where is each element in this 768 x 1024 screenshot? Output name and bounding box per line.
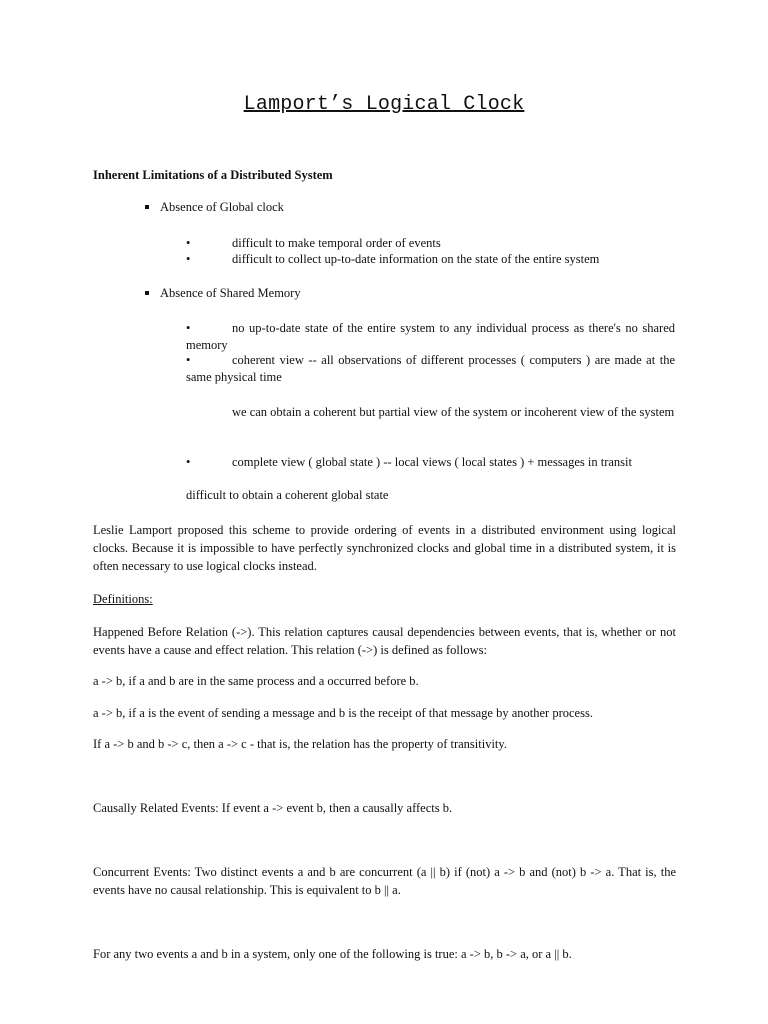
sub-note: difficult to obtain a coherent global state bbox=[186, 488, 389, 502]
sub-note: we can obtain a coherent but partial view of the system or incoherent view of the system bbox=[232, 405, 675, 419]
happened-before-paragraph: Happened Before Relation (->). This relation captures causal dependencies between events, that is, whether or not events have a cause and effect relation. This relation (->) is defined as follows: bbox=[93, 625, 676, 657]
list-item: • difficult to make temporal order of events bbox=[186, 236, 441, 250]
square-bullet-icon bbox=[145, 205, 149, 209]
bullet-shared-memory bbox=[145, 285, 301, 302]
section-heading: Inherent Limitations of a Distributed System bbox=[93, 168, 333, 182]
bullet-dot-icon: • bbox=[186, 321, 191, 335]
bullet-dot-icon: • bbox=[186, 236, 191, 250]
list-item: • no up-to-date state of the entire system to any individual process as there's no shared memory bbox=[186, 321, 675, 352]
bullet-dot-icon: • bbox=[186, 252, 191, 266]
page-title: Lamport’s Logical Clock bbox=[243, 93, 525, 116]
bullet-label: Absence of Global clock bbox=[160, 200, 284, 214]
list-item: • coherent view -- all observations of different processes ( computers ) are made at the same physical time bbox=[186, 353, 675, 384]
list-item: • complete view ( global state ) -- local views ( local states ) + messages in transit bbox=[186, 455, 632, 469]
causally-related-paragraph: Causally Related Events: If event a -> event b, then a causally affects b. bbox=[93, 801, 453, 815]
bullet-global-clock bbox=[145, 199, 284, 216]
list-item: • difficult to collect up-to-date information on the state of the entire system bbox=[186, 252, 600, 266]
rule-message: a -> b, if a is the event of sending a message and b is the receipt of that message by another process. bbox=[93, 706, 593, 720]
bullet-dot-icon: • bbox=[186, 353, 191, 367]
definitions-heading: Definitions: bbox=[93, 592, 153, 606]
any-two-events-paragraph: For any two events a and b in a system, only one of the following is true: a -> b, b -> a, or a || b. bbox=[93, 947, 572, 961]
square-bullet-icon bbox=[145, 291, 149, 295]
rule-same-process: a -> b, if a and b are in the same process and a occurred before b. bbox=[93, 674, 419, 688]
rule-transitivity: If a -> b and b -> c, then a -> c - that is, the relation has the property of transitivity. bbox=[93, 737, 507, 751]
bullet-label: Absence of Shared Memory bbox=[160, 286, 301, 300]
intro-paragraph: Leslie Lamport proposed this scheme to provide ordering of events in a distributed environment using logical clocks. Because it is impossible to have perfectly synchronized clocks and global time in a distributed system, it is often necessary to use logical clocks instead. bbox=[93, 523, 676, 573]
concurrent-events-paragraph: Concurrent Events: Two distinct events a and b are concurrent (a || b) if (not) a -> b and (not) b -> a. That is, the events have no causal relationship. This is equivalent to b || a. bbox=[93, 865, 676, 897]
bullet-dot-icon: • bbox=[186, 455, 191, 469]
